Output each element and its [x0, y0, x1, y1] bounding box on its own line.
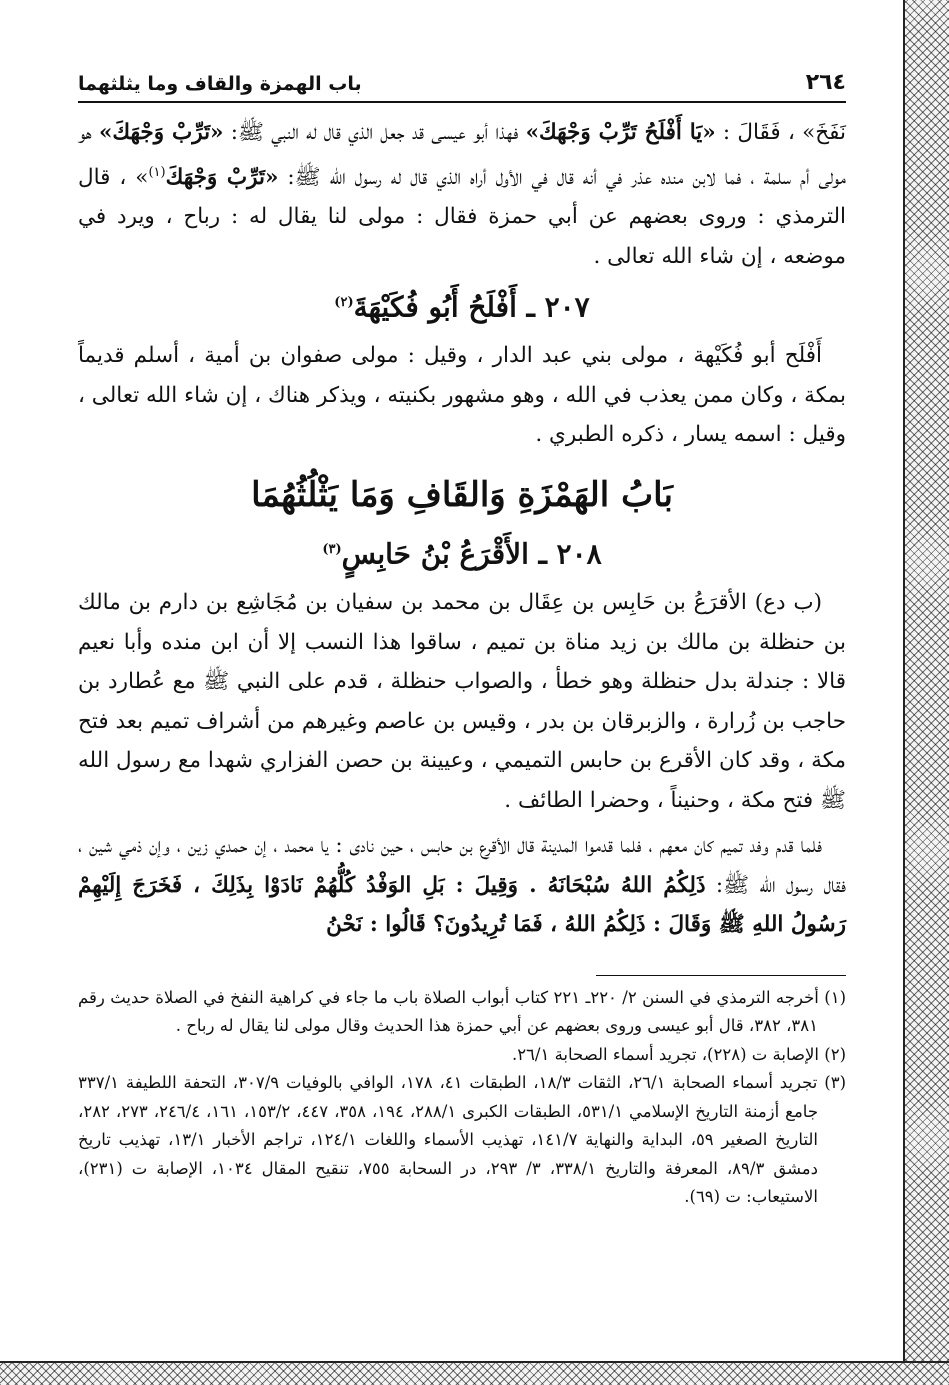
entry-207-heading [78, 280, 846, 330]
entry-208-paragraph-2 [78, 826, 846, 945]
entry-208-text-2: فلما قدم وفد تميم كان معهم ، فلما قدموا المدينة قال الأقرع بن حابس ، حين نادى : يا محمد ، إن حمدي زين ، وإن ذمي شين ، فقال رسول الله ﷺ: [78, 833, 846, 898]
entry-208-title: ٢٠٨ ـ الأَقْرَعُ بْنُ حَابِسٍ [341, 537, 602, 571]
footnote-divider [596, 975, 846, 976]
book-page [78, 70, 846, 1212]
entry-208-heading [78, 527, 846, 577]
footnote-ref-2: (٢) [334, 295, 354, 311]
intro-text-2: فهذا أبو عيسى قد جعل الذي قال له النبي ﷺ: [223, 120, 526, 145]
footnote-3: (٣) تجريد أسماء الصحابة ٢٦/١، الثقات ١٨/٣، الطبقات ٤١، ١٧٨، الوافي بالوفيات ٣٠٧/٩، التحفة اللطيفة ٣٣٧/١ جامع أزمنة التاريخ الإسلامي ٥٣١/١، الطبقات الكبرى ٢٨٨/١، ١٩٤، ٣٥٨، ٤٤٧، ١٥٣/٢، ١٦١، ٢٤٦/٤، ٢٧٣، ٢٨٢، التاريخ الصغير ٥٩، البداية والنهاية ١٤١/٧، تهذيب الأسماء واللغات ١٢٤/١، تراجم الأخبار ١٣/١، تهذيب تاريخ دمشق ٨٩/٣، المعرفة والتاريخ ٣٣٨/١، ٣/ ٢٩٣، در السحابة ٧٥٥، تنقيح المقال ١٠٣٤، الإصابة ت (٢٣١)، الاستيعاب: ت (٦٩). [78, 1073, 846, 1207]
intro-text-3: هو مولى أم سلمة ، فما لابن منده عذر في أنه قال في الأول أراه الذي قال له رسول الله ﷺ: [78, 120, 846, 190]
page-number: ٢٦٤ [805, 70, 846, 95]
hadith-quote-2: «تَرِّبْ وَجْهَكَ» [98, 120, 224, 145]
footnote-ref-3: (٣) [322, 541, 342, 557]
hadith-quote-1: «يَا أَفْلَحُ تَرِّبْ وَجْهَكَ» [525, 120, 716, 145]
footnote-1: (١) أخرجه الترمذي في السنن ٢/ ٢٢٠ـ ٢٢١ كتاب أبواب الصلاة باب ما جاء في كراهية النفخ في الصلاة حديث رقم ٣٨١، ٣٨٢، قال أبو عيسى وروى بعضهم عن أبي حمزة هذا الحديث وقال مولى لنا يقال له رباح . [78, 987, 846, 1036]
intro-text-4: » ، قال الترمذي : وروى بعضهم عن أبي حمزة فقال : مولى لنا يقال له : رباح ، ويرد في موضعه ، إن شاء الله تعالى . [78, 164, 846, 269]
intro-text-1: نَفَخَ» ، فَقَالَ : [715, 120, 846, 145]
chapter-title: بَابُ الهَمْزَةِ وَالقَافِ وَمَا يَثْلُثُهُمَا [251, 474, 673, 515]
decorative-border-right [903, 0, 949, 1385]
footnote-ref-1: (١) [148, 164, 166, 180]
running-title: باب الهمزة والقاف وما يثلثهما [78, 73, 362, 95]
decorative-border-bottom [0, 1361, 949, 1385]
entry-207-title: ٢٠٧ ـ أَفْلَحُ أَبُو فُكَيْهَةَ [353, 290, 590, 324]
entry-208-paragraph-1: (ب دع) الأقرَعُ بن حَابِس بن عِقَال بن محمد بن سفيان بن مُجَاشِع بن دارم بن مالك بن حنظلة بن مالك بن زيد مناة بن تميم ، ساقوا هذا النسب إلا أن ابن منده وأبا نعيم قالا : جندلة بدل حنظلة وهو خطأ ، والصواب حنظلة ، قدم على النبي ﷺ مع عُطارد بن حاجب بن زُرارة ، والزبرقان بن بدر ، وقيس بن عاصم وغيرهم من أشراف تميم بعد فتح مكة ، وقد كان الأقرع بن حابس التميمي ، وعيينة بن حصن الفزاري شهدا مع رسول الله ﷺ فتح مكة ، وحنيناً ، وحضرا الطائف . [78, 590, 846, 813]
intro-paragraph [78, 113, 846, 276]
hadith-quote-3: «تَرِّبْ وَجْهَكَ [165, 164, 279, 190]
entry-207-text: أَفْلَح أبو فُكَيْهة ، مولى بني عبد الدار ، وقيل : مولى صفوان بن أمية ، أسلم قديماً بمكة ، وكان ممن يعذب في الله ، وهو مشهور بكنيته ، ويذكر هناك ، إن شاء الله تعالى ، وقيل : اسمه يسار ، ذكره الطبري . [78, 343, 846, 448]
hadith-quote-4: ذَلِكُمُ اللهُ سُبْحَانَهُ . وَقِيلَ : بَلِ الوَفْدُ كُلُّهُمْ نَادَوْا بِذَلِكَ ، فَخَرَجَ إِلَيْهِمْ رَسُولُ اللهِ ﷺ وَقَالَ : ذَلِكُمُ اللهُ ، فَمَا تُرِيدُونَ؟ قَالُوا : نَحْنُ [78, 872, 846, 938]
footnote-2: (٢) الإصابة ت (٢٢٨)، تجريد أسماء الصحابة ٢٦/١. [511, 1044, 846, 1064]
running-header [78, 70, 846, 103]
